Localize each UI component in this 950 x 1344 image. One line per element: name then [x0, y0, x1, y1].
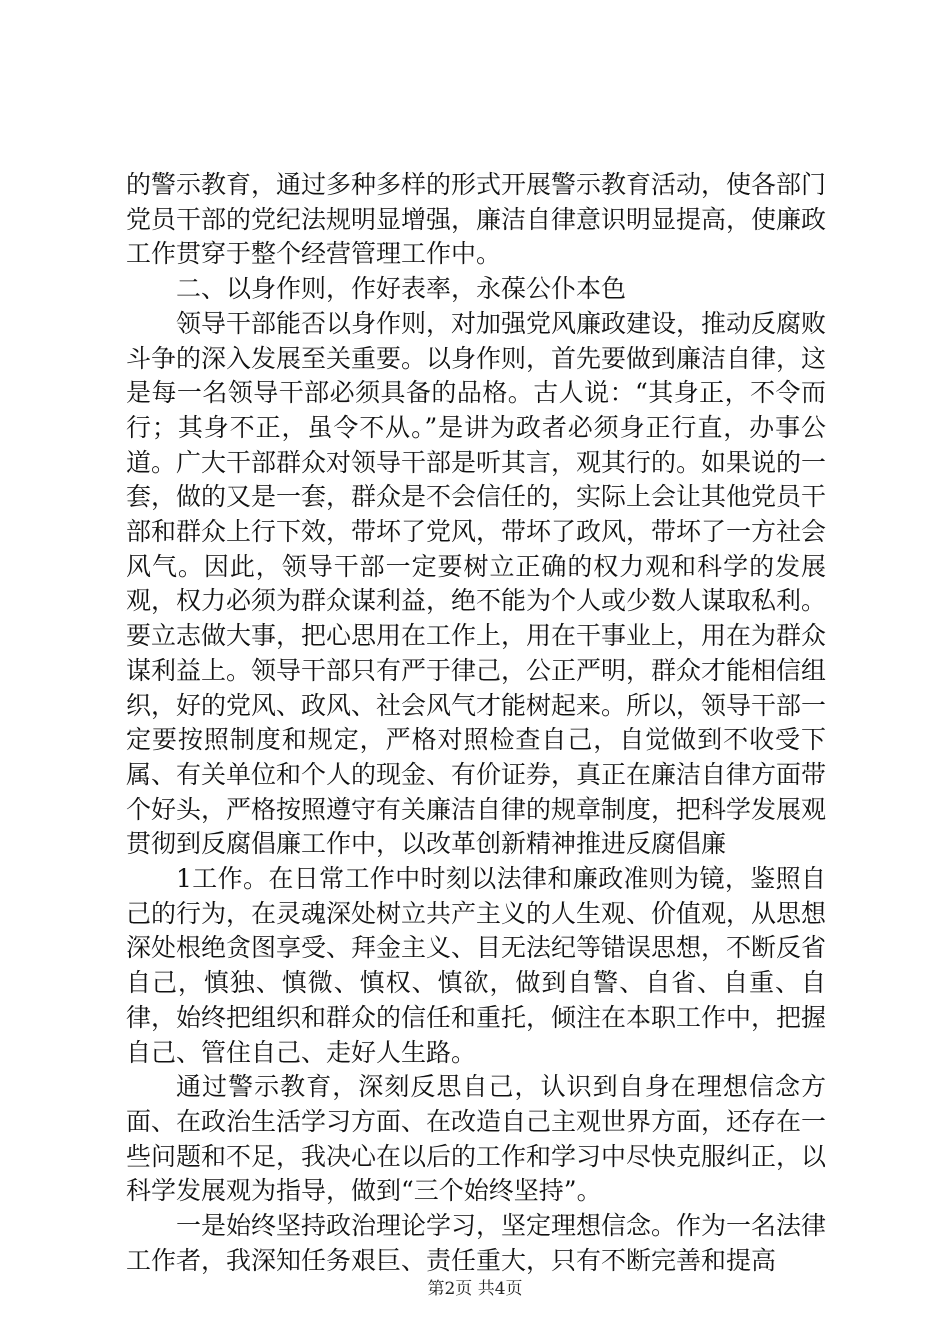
paragraph-3: 领导干部能否以身作则，对加强党风廉政建设，推动反腐败斗争的深入发展至关重要。以身作则，首先要做到廉洁自律，这是每一名领导干部必须具备的品格。古人说：“其身正，不令而行；其身不正，虽令不从。”是讲为政者必须身正行直，办事公道。广大干部群众对领导干部是听其言，观其行的。如果说的一套，做的又是一套，群众是不会信任的，实际上会让其他党员干部和群众上行下效，带坏了党风，带坏了政风，带坏了一方社会风气。因此，领导干部一定要树立正确的权力观和科学的发展观，权力必须为群众谋利益，绝不能为个人或少数人谋取私利。要立志做大事，把心思用在工作上，用在干事业上，用在为群众谋利益上。领导干部只有严于律己，公正严明，群众才能相信组织，好的党风、政风、社会风气才能树起来。所以，领导干部一定要按照制度和规定，严格对照检查自己，自觉做到不收受下属、有关单位和个人的现金、有价证券，真正在廉洁自律方面带个好头，严格按照遵守有关廉洁自律的规章制度，把科学发展观贯彻到反腐倡廉工作中，以改革创新精神推进反腐倡廉 [126, 308, 827, 859]
paragraph-5: 通过警示教育，深刻反思自己，认识到自身在理想信念方面、在政治生活学习方面、在改造自己主观世界方面，还存在一些问题和不足，我决心在以后的工作和学习中尽快克服纠正，以科学发展观为指导，做到“三个始终坚持”。 [126, 1072, 827, 1206]
section-heading: 二、以身作则，作好表率，永葆公仆本色 [176, 274, 627, 304]
paragraph-6: 一是始终坚持政治理论学习，坚定理想信念。作为一名法律工作者，我深知任务艰巨、责任重大，只有不断完善和提高 [126, 1211, 827, 1275]
paragraph-4: 1工作。在日常工作中时刻以法律和廉政准则为镜，鉴照自己的行为，在灵魂深处树立共产主义的人生观、价值观，从思想深处根绝贪图享受、拜金主义、目无法纪等错误思想，不断反省自己，慎独、慎微、慎权、慎欲，做到自警、自省、自重、自律，始终把组织和群众的信任和重托，倾注在本职工作中，把握自己、管住自己、走好人生路。 [126, 864, 827, 1067]
document-body [126, 168, 826, 1279]
paragraph-1: 的警示教育，通过多种多样的形式开展警示教育活动，使各部门党员干部的党纪法规明显增强，廉洁自律意识明显提高，使廉政工作贯穿于整个经营管理工作中。 [126, 170, 827, 269]
page-footer: 第2页 共4页 [427, 1279, 523, 1299]
